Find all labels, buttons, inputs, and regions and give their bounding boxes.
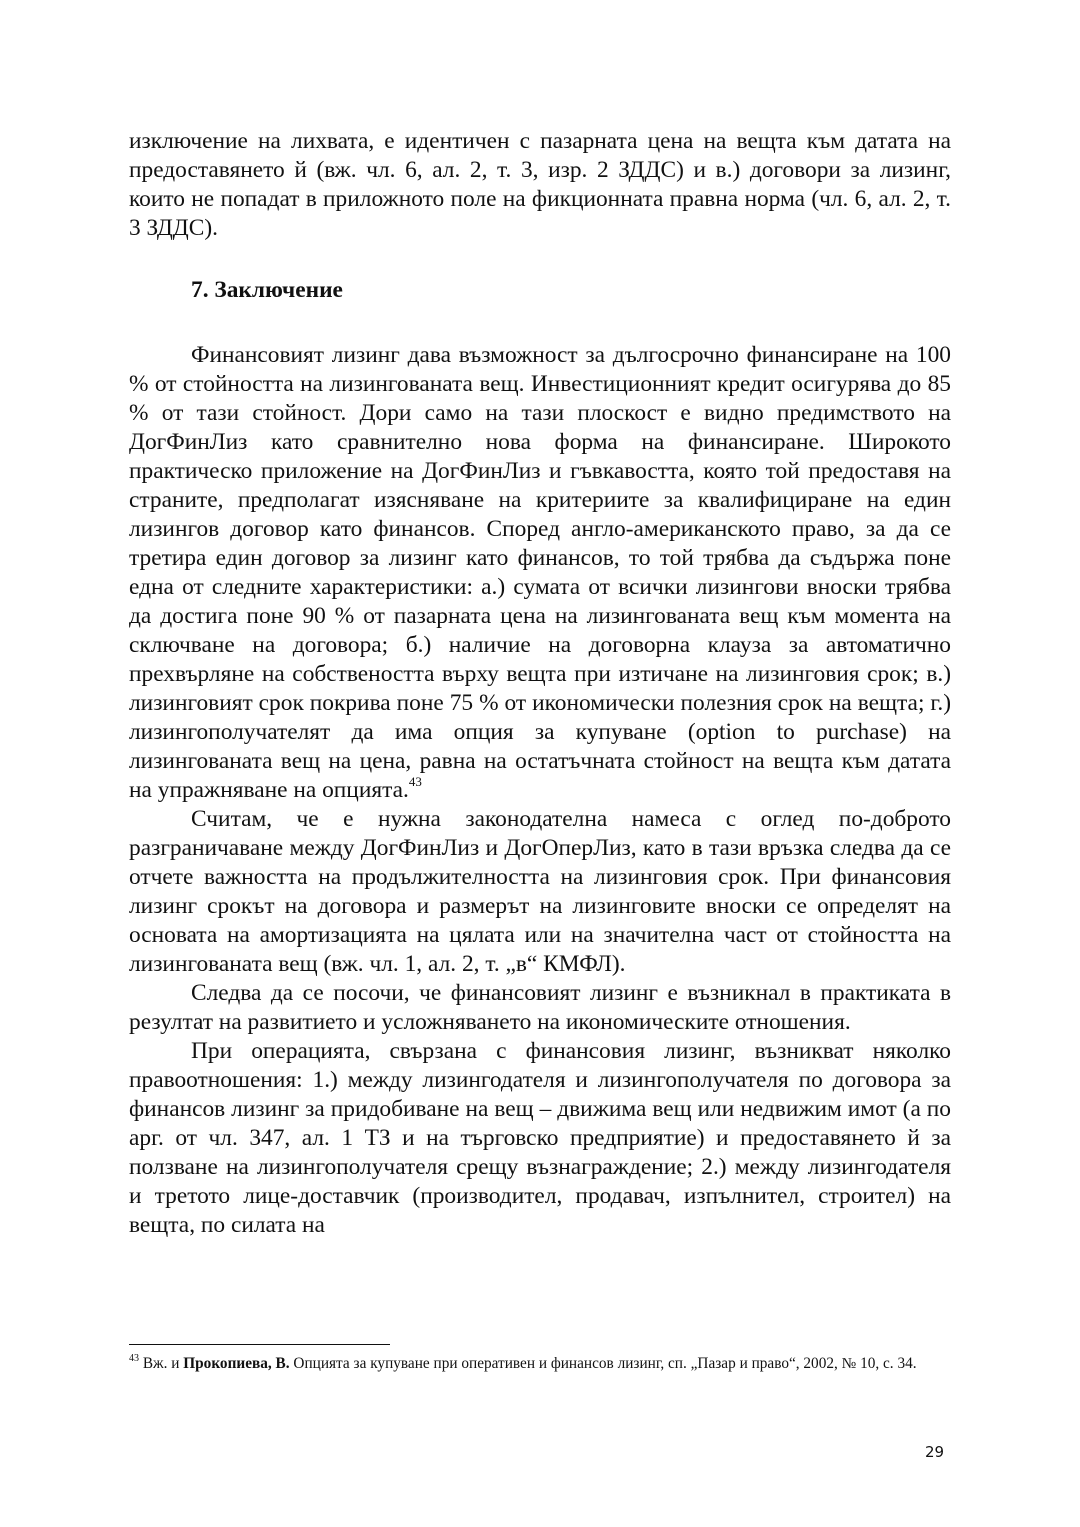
section-heading: 7. Заключение xyxy=(191,277,343,303)
footnote-separator xyxy=(129,1344,390,1345)
footnote-number: 43 xyxy=(129,1352,139,1364)
paragraph-text: Финансовият лизинг дава възможност за дългосрочно финансиране на 100 % от стойността на лизингованата вещ. Инвестиционният кредит осигурява до 85 % от тази стойност. Дори само на тази плоскост е видно предимството на ДогФинЛиз като сравнително нова форма на финансиране. Широкото практическо приложение на ДогФинЛиз и гъвкавостта, която той предоставя на страните, предполагат изясняване на критериите за квалифициране на един лизингов договор като финансов. Според англо-американското право, за да се третира един договор за лизинг като финансов, то той трябва да съдържа поне една от следните характеристики: а.) сумата от всички лизингови вноски трябва да достига поне 90 % от пазарната цена на лизингованата вещ към момента на сключване на договора; б.) наличие на договорна клауза за автоматично прехвърляне на собствеността върху вещта при изтичане на лизинговия срок; в.) лизинговият срок покрива поне 75 % от икономически полезния срок на вещта; г.) лизингополучателят да има опция за купуване (option to purchase) на лизингованата вещ на цена, равна на остатъчната стойност на вещта към датата на упражняване на опцията. xyxy=(129,342,951,803)
footnote-reference: 43 xyxy=(408,774,422,790)
footnote xyxy=(129,1354,951,1374)
document-body xyxy=(129,127,951,1240)
paragraph-conclusion-4: При операцията, свързана с финансовия лизинг, възникват няколко правоотношения: 1.) между лизингодателя и лизингополучателя по договора за финансов лизинг за придобиване на вещ – движима вещ или недвижим имот (а по арг. от чл. 347, ал. 1 ТЗ и на търговско предприятие) и предоставянето й за ползване на лизингополучателя срещу възнаграждение; 2.) между лизингодателя и третото лице-доставчик (производител, продавач, изпълнител, строител) на вещта, по силата на xyxy=(129,1038,951,1238)
footnote-author: Прокопиева, В. xyxy=(183,1355,290,1372)
footnote-prefix: Вж. и xyxy=(139,1355,184,1372)
paragraph-conclusion-2: Считам, че е нужна законодателна намеса с оглед по-доброто разграничаване между ДогФинЛиз и ДогОперЛиз, като в тази връзка следва да се отчете важността на продължителността на лизинговия срок. При финансовия лизинг срокът на договора и размерът на лизинговите вноски се определят на основата на амортизацията на цялата или на значителна част от стойността на лизингованата вещ (вж. чл. 1, ал. 2, т. „в“ КМФЛ). xyxy=(129,806,951,977)
page-number: 29 xyxy=(925,1443,945,1461)
paragraph-intro: изключение на лихвата, е идентичен с пазарната цена на вещта към датата на предоставянето й (вж. чл. 6, ал. 2, т. 3, изр. 2 ЗДДС) и в.) договори за лизинг, които не попадат в приложното поле на фикционната правна норма (чл. 6, ал. 2, т. 3 ЗДДС). xyxy=(129,128,951,241)
paragraph-conclusion-1 xyxy=(129,341,951,805)
footnote-text: Опцията за купуване при оперативен и финансов лизинг, сп. „Пазар и право“, 2002, № 10, с. 34. xyxy=(289,1355,917,1372)
paragraph-conclusion-3: Следва да се посочи, че финансовият лизинг е възникнал в практиката в резултат на развитието и усложняването на икономическите отношения. xyxy=(129,980,951,1035)
